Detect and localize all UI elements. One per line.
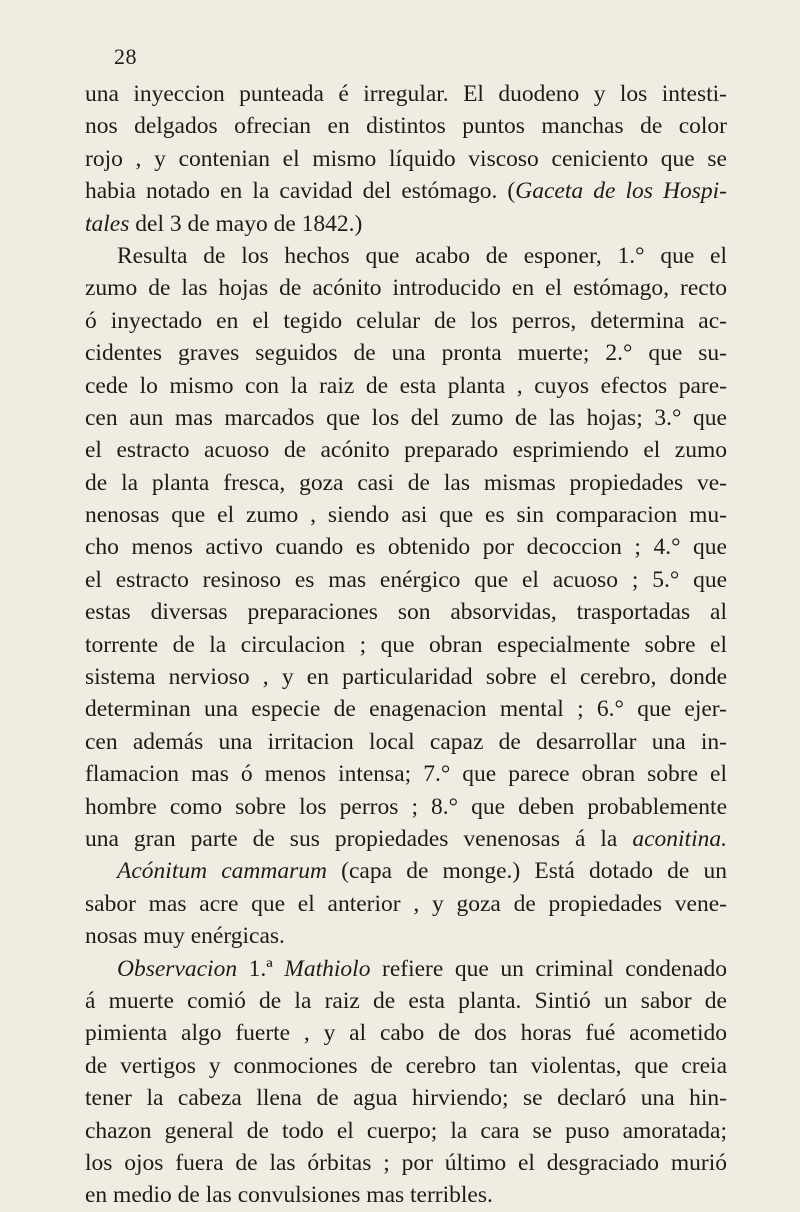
text-segment: determinan una especie de enagenacion mental ; 6.° que ejer- (85, 696, 727, 723)
text-segment: rojo , y contenian el mismo líquido viscoso ceniciento que se (85, 145, 727, 172)
text-segment: cho menos activo cuando es obtenido por decoccion ; 4.° que (85, 534, 727, 561)
text-line (85, 1179, 727, 1211)
text-segment: 1.ª (237, 955, 285, 982)
text-segment: en medio de las convulsiones mas terribles. (85, 1182, 493, 1209)
text-line (85, 78, 727, 110)
text-segment: el estracto acuoso de acónito preparado esprimiendo el zumo (85, 437, 727, 464)
text-segment: sabor mas acre que el anterior , y goza de propiedades vene- (85, 890, 727, 917)
text-line (85, 596, 727, 628)
text-segment: cen aun mas marcados que los del zumo de las hojas; 3.° que (85, 404, 727, 431)
text-line (85, 758, 727, 790)
text-line (85, 855, 727, 887)
text-line (85, 531, 727, 563)
text-segment: hombre como sobre los perros ; 8.° que deben probablemente (85, 793, 727, 820)
text-segment: (capa de monge.) Está dotado de un (326, 858, 727, 885)
text-segment: chazon general de todo el cuerpo; la cara se puso amoratada; (85, 1117, 727, 1144)
text-line (85, 272, 727, 304)
text-line (85, 208, 727, 240)
text-line (85, 1147, 727, 1179)
text-line (85, 953, 727, 985)
text-segment: los ojos fuera de las órbitas ; por último el desgraciado murió (85, 1149, 727, 1176)
text-line (85, 370, 727, 402)
text-segment: una inyeccion punteada é irregular. El duodeno y los intesti- (85, 81, 727, 107)
text-line (85, 1082, 727, 1114)
text-segment: pimienta algo fuerte , y al cabo de dos horas fué acometido (85, 1020, 727, 1047)
text-segment: nenosas que el zumo , siendo asi que es sin comparacion mu- (85, 502, 727, 529)
italic-text: Gaceta de los Hospi- (515, 178, 727, 205)
page-number: 28 (114, 44, 137, 69)
text-line (85, 693, 727, 725)
text-line (85, 564, 727, 596)
italic-text: Observacion (117, 955, 238, 982)
text-line (85, 434, 727, 466)
text-segment: ó inyectado en el tegido celular de los perros, determina ac- (85, 307, 727, 334)
text-line (85, 661, 727, 693)
text-segment: una gran parte de sus propiedades venenosas á la (85, 825, 633, 852)
text-segment: Resulta de los hechos que acabo de esponer, 1.° que el (117, 242, 727, 269)
text-segment: del 3 de mayo de 1842.) (129, 210, 363, 237)
text-segment: cidentes graves seguidos de una pronta muerte; 2.° que su- (85, 340, 727, 367)
text-segment: cede lo mismo con la raiz de esta planta , cuyos efectos pare- (85, 372, 727, 399)
text-line (85, 1115, 727, 1147)
text-line (85, 110, 727, 142)
text-segment: sistema nervioso , y en particularidad sobre el cerebro, donde (85, 664, 727, 691)
text-line (85, 791, 727, 823)
text-line (85, 499, 727, 531)
text-segment: habia notado en la cavidad del estómago. ( (85, 178, 516, 205)
italic-text: aconitina. (632, 825, 727, 852)
italic-text: Acónitum cammarum (117, 858, 327, 885)
text-line (85, 402, 727, 434)
text-segment: flamacion mas ó menos intensa; 7.° que parece obran sobre el (85, 761, 727, 788)
text-line (85, 467, 727, 499)
text-line (85, 985, 727, 1017)
italic-text: Mathiolo (284, 955, 371, 982)
text-segment: el estracto resinoso es mas enérgico que el acuoso ; 5.° que (85, 566, 727, 593)
text-segment: zumo de las hojas de acónito introducido en el estómago, recto (85, 275, 727, 302)
text-segment: torrente de la circulacion ; que obran especialmente sobre el (85, 631, 727, 658)
text-segment: tener la cabeza llena de agua hirviendo; se declaró una hin- (85, 1085, 727, 1112)
text-line (85, 337, 727, 369)
italic-text: tales (85, 210, 130, 237)
text-line (85, 823, 727, 855)
text-segment: de vertigos y conmociones de cerebro tan violentas, que creia (85, 1052, 727, 1079)
text-line (85, 305, 727, 337)
text-segment: á muerte comió de la raiz de esta planta. Sintió un sabor de (85, 987, 727, 1014)
text-line (85, 1050, 727, 1082)
text-line (85, 920, 727, 952)
text-segment: nos delgados ofrecian en distintos puntos manchas de color (85, 113, 727, 140)
text-segment: de la planta fresca, goza casi de las mismas propiedades ve- (85, 469, 727, 496)
text-segment: cen además una irritacion local capaz de desarrollar una in- (85, 728, 727, 755)
body-text (85, 78, 727, 1212)
text-line (85, 726, 727, 758)
text-segment: estas diversas preparaciones son absorvidas, trasportadas al (85, 599, 727, 626)
text-segment: nosas muy enérgicas. (85, 923, 285, 950)
text-line (85, 143, 727, 175)
text-line (85, 1017, 727, 1049)
text-line (85, 175, 727, 207)
text-segment: refiere que un criminal condenado (370, 955, 728, 982)
text-line (85, 240, 727, 272)
text-line (85, 888, 727, 920)
text-line (85, 629, 727, 661)
